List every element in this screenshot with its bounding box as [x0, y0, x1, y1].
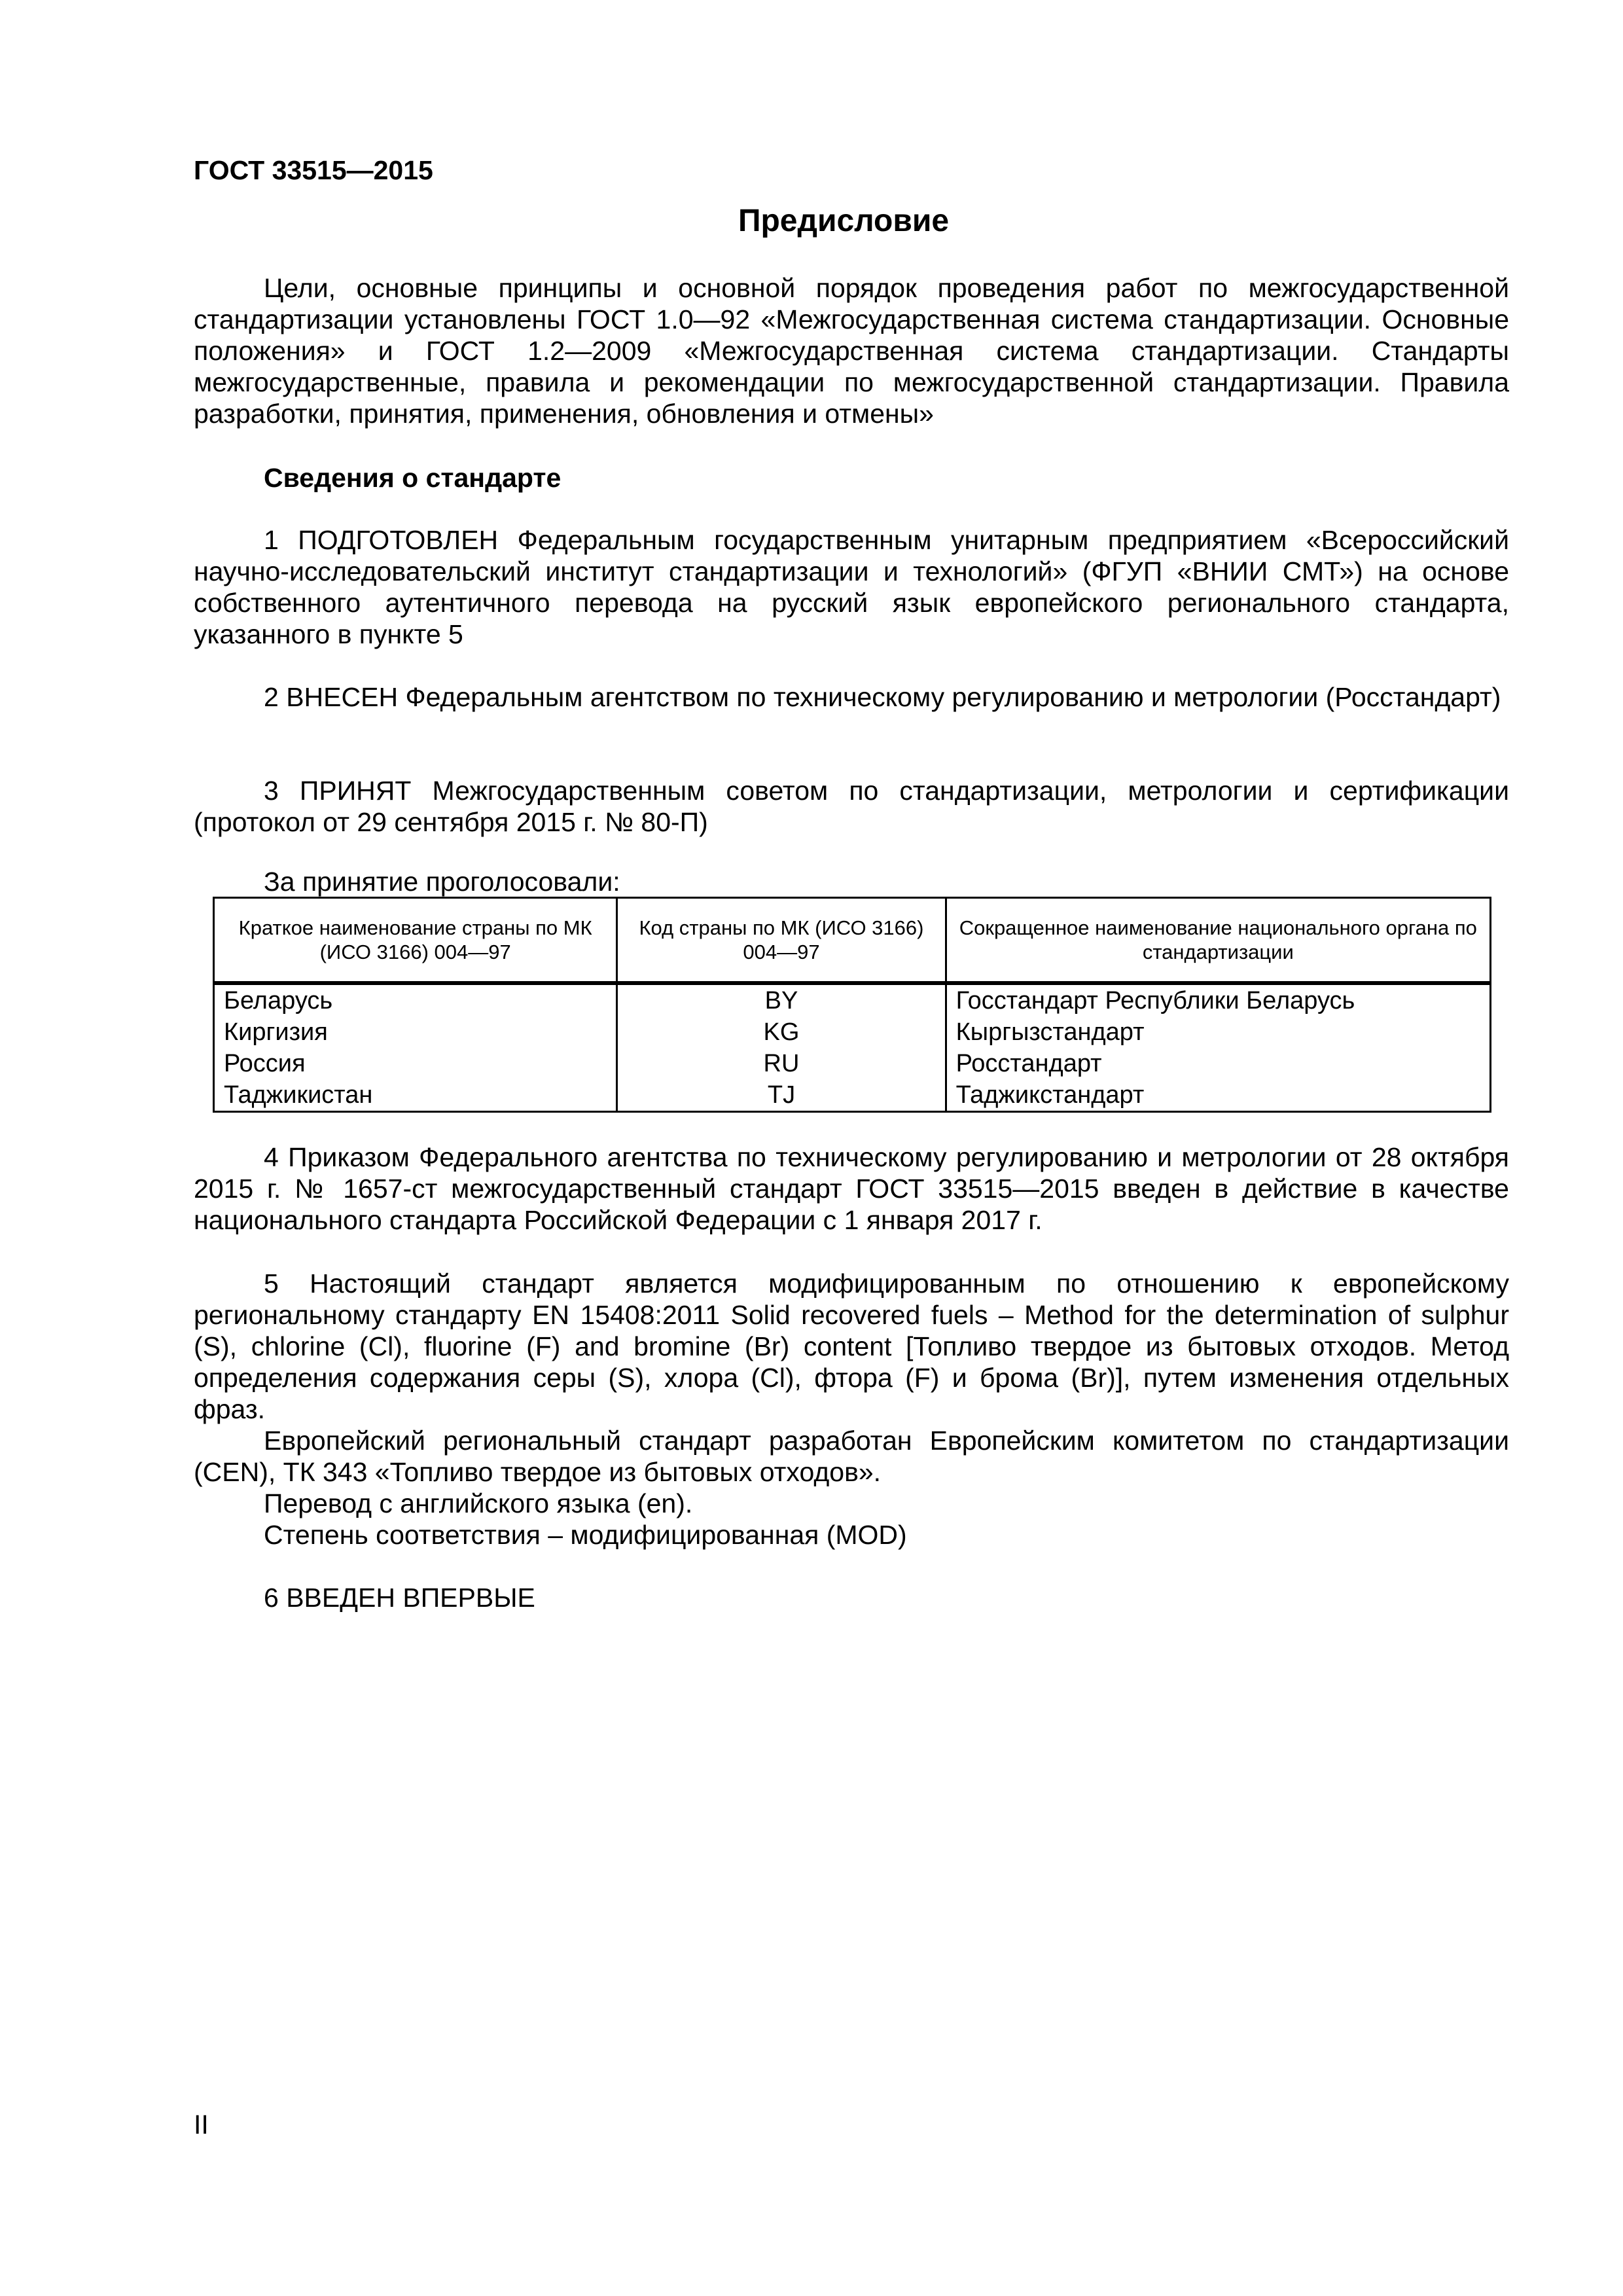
vote-table-header-row — [214, 898, 1491, 984]
table-row — [214, 983, 1491, 1016]
document-id: ГОСТ 33515—2015 — [194, 155, 433, 185]
section-heading: Сведения о стандарте — [264, 463, 562, 493]
page-number: II — [194, 2109, 209, 2140]
item-4-paragraph: 4 Приказом Федерального агентства по техническому регулированию и метрологии от 28 октября 2015 г. № 1657-ст межгосударственный стандарт ГОСТ 33515—2015 введен в действие в качестве национального стандарта Российской Федерации с 1 января 2017 г. — [194, 1142, 1509, 1235]
country-cell: Беларусь — [214, 983, 617, 1016]
country-cell: Киргизия — [214, 1016, 617, 1048]
page-title: Предисловие — [738, 204, 950, 238]
body-cell: Росстандарт — [946, 1048, 1490, 1079]
vote-table — [213, 897, 1491, 1113]
item-5-translation-line: Перевод с английского языка (en). — [264, 1488, 693, 1518]
header-code: Код страны по МК (ИСО 3166) 004—97 — [617, 898, 946, 984]
intro-paragraph: Цели, основные принципы и основной порядок проведения работ по межгосударственной стандартизации установлены ГОСТ 1.0—92 «Межгосударственная система стандартизации. Основные положения» и ГОСТ 1.2—2009 «Межгосударственная система стандартизации. Стандарты межгосударственные, правила и рекомендации по межгосударственной стандартизации. Правила разработки, принятия, применения, обновления и отмены» — [194, 273, 1509, 429]
code-cell: BY — [617, 983, 946, 1016]
item-1-paragraph: 1 ПОДГОТОВЛЕН Федеральным государственным унитарным предприятием «Всероссийский научно-исследовательский институт стандартизации и технологий» (ФГУП «ВНИИ СМТ») на основе собственного аутентичного перевода на русский язык европейского регионального стандарта, указанного в пункте 5 — [194, 525, 1509, 649]
body-cell: Госстандарт Республики Беларусь — [946, 983, 1490, 1016]
country-cell: Россия — [214, 1048, 617, 1079]
item-5-paragraph: 5 Настоящий стандарт является модифицированным по отношению к европейскому региональному стандарту EN 15408:2011 Solid recovered fuels – Method for the determination of sulphur (S), chlorine (Cl), fluorine (F) and bromine (Br) content [Топливо твердое из бытовых отходов. Метод определения содержания серы (S), хлора (Cl), фтора (F) и брома (Br)], путем изменения отдельных фраз. — [194, 1268, 1509, 1424]
body-cell: Кыргызстандарт — [946, 1016, 1490, 1048]
header-country: Краткое наименование страны по МК (ИСО 3166) 004—97 — [214, 898, 617, 984]
code-cell: TJ — [617, 1079, 946, 1112]
body-cell: Таджикстандарт — [946, 1079, 1490, 1112]
item-5-cen-paragraph: Европейский региональный стандарт разработан Европейским комитетом по стандартизации (CEN), ТК 343 «Топливо твердое из бытовых отходов». — [194, 1426, 1509, 1487]
vote-table-caption: За принятие проголосовали: — [264, 867, 620, 897]
code-cell: RU — [617, 1048, 946, 1079]
country-cell: Таджикистан — [214, 1079, 617, 1112]
code-cell: KG — [617, 1016, 946, 1048]
item-3-paragraph: 3 ПРИНЯТ Межгосударственным советом по стандартизации, метрологии и сертификации (протокол от 29 сентября 2015 г. № 80-П) — [194, 776, 1509, 837]
item-2-paragraph: 2 ВНЕСЕН Федеральным агентством по техническому регулированию и метрологии (Росстандарт) — [264, 682, 1501, 712]
header-body: Сокращенное наименование национального органа по стандартизации — [946, 898, 1490, 984]
table-row — [214, 1016, 1491, 1048]
item-5-degree-line: Степень соответствия – модифицированная (MOD) — [264, 1520, 907, 1550]
table-row — [214, 1048, 1491, 1079]
table-row — [214, 1079, 1491, 1112]
item-6-line: 6 ВВЕДЕН ВПЕРВЫЕ — [264, 1583, 535, 1613]
